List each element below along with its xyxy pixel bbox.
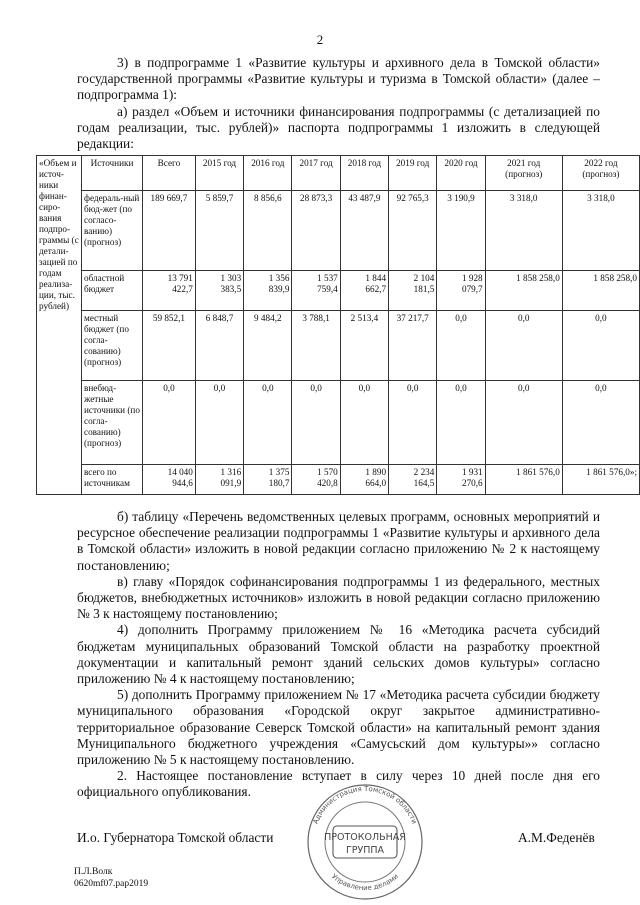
table-cell: 3 318,0: [562, 191, 639, 271]
table-cell: 5 859,7: [195, 191, 243, 271]
item-4: 4) дополнить Программу приложением № 16 «Методика расчета субсидий бюджетам муниципальных образований Томской области на разработку проектной документации и капитальный ремонт зданий сельских домов культуры» согласно приложению № 4 к настоящему постановлению;: [77, 622, 600, 687]
table-cell: 3 190,9: [437, 191, 485, 271]
table-source: федераль-ный бюд-жет (по согласо-ванию) (прогноз): [82, 191, 143, 271]
table-cell: 0,0: [195, 381, 243, 465]
table-source: всего по источникам: [82, 465, 143, 495]
table-header: 2022 год (прогноз): [562, 156, 639, 191]
table-cell: 1 858 258,0: [562, 271, 639, 311]
table-cell: 6 848,7: [195, 311, 243, 381]
table-cell: 1 858 258,0: [485, 271, 562, 311]
table-cell: 1 375 180,7: [244, 465, 292, 495]
table-cell: 1 537 759,4: [292, 271, 340, 311]
table-header: Источники: [82, 156, 143, 191]
table-row: [37, 465, 640, 495]
table-header: 2021 год (прогноз): [485, 156, 562, 191]
table-header: 2016 год: [244, 156, 292, 191]
table-cell: 1 861 576,0: [485, 465, 562, 495]
table-cell: 1 844 662,7: [340, 271, 388, 311]
table-cell: 3 788,1: [292, 311, 340, 381]
table-cell: 0,0: [340, 381, 388, 465]
table-cell: 1 861 576,0»;: [562, 465, 639, 495]
table-header: 2015 год: [195, 156, 243, 191]
table-source: областной бюджет: [82, 271, 143, 311]
stamp-line-2: ГРУППА: [345, 845, 385, 856]
table-cell: 0,0: [437, 381, 485, 465]
table-header: 2020 год: [437, 156, 485, 191]
items-block: [77, 509, 600, 801]
table-cell: 0,0: [437, 311, 485, 381]
table-cell: 0,0: [389, 381, 437, 465]
intro-paragraph-2: а) раздел «Объем и источники финансирования подпрограммы (с детализацией по годам реализации, тыс. рублей)» паспорта подпрограммы 1 изложить в следующей редакции:: [77, 103, 600, 152]
table-cell: 1 931 270,6: [437, 465, 485, 495]
table-cell: 9 484,2: [244, 311, 292, 381]
table-row: [37, 191, 640, 271]
signature-name: А.М.Феденёв: [518, 830, 595, 845]
item-5: 5) дополнить Программу приложением № 17 «Методика расчета субсидии бюджету муниципального образования «Городской округ закрытое административно-территориальное образование Северск Томской области» на капитальный ремонт здания Муниципального бюджетного учреждения «Самусьский дом культуры»» согласно приложению № 5 к настоящему постановлению.: [77, 687, 600, 768]
table-cell: 37 217,7: [389, 311, 437, 381]
table-cell: 92 765,3: [389, 191, 437, 271]
table-cell: 0,0: [562, 311, 639, 381]
table-source: внебюд-жетные источники (по согла-сованию) (прогноз): [82, 381, 143, 465]
table-cell: 28 873,3: [292, 191, 340, 271]
table-cell: 1 316 091,9: [195, 465, 243, 495]
table-header: Всего: [143, 156, 196, 191]
intro-block: [77, 55, 600, 152]
table-cell: 59 852,1: [143, 311, 196, 381]
table-header: 2018 год: [340, 156, 388, 191]
table-cell: 2 513,4: [340, 311, 388, 381]
footer-code: 0620mf07.pap2019: [74, 879, 149, 889]
funding-table: [36, 155, 640, 495]
item-b: б) таблицу «Перечень ведомственных целевых программ, основных мероприятий и ресурсное обеспечение реализации подпрограммы 1 «Развитие культуры и архивного дела в Томской области» изложить в новой редакции согласно приложению № 2 к настоящему постановлению;: [77, 509, 600, 573]
table-cell: 13 791 422,7: [143, 271, 196, 311]
item-2-main: 2. Настоящее постановление вступает в силу через 10 дней после дня его официального опубликования.: [77, 768, 600, 800]
official-stamp: [300, 782, 430, 900]
table-cell: 1 570 420,8: [292, 465, 340, 495]
table-source: местный бюджет (по согла-сованию) (прогноз): [82, 311, 143, 381]
table-cell: 0,0: [562, 381, 639, 465]
footer-author: П.Л.Волк: [74, 867, 113, 877]
table-row: [37, 271, 640, 311]
stamp-bottom-text: Управление делами: [329, 872, 401, 893]
table-cell: 43 487,9: [340, 191, 388, 271]
table-cell: 8 856,6: [244, 191, 292, 271]
signature-position: И.о. Губернатора Томской области: [77, 830, 274, 845]
table-first-column: «Объем и источ-ники финан-сиро-вания подпро-граммы (с детали-зацией по годам реализа-ции, тыс. рублей): [37, 156, 82, 495]
table-header: 2017 год: [292, 156, 340, 191]
stamp-line-1: ПРОТОКОЛЬНАЯ: [324, 832, 406, 843]
table-cell: 3 318,0: [485, 191, 562, 271]
table-cell: 1 890 664,0: [340, 465, 388, 495]
table-header: 2019 год: [389, 156, 437, 191]
intro-paragraph-1: 3) в подпрограмме 1 «Развитие культуры и архивного дела в Томской области» государственной программы «Развитие культуры и туризма в Томской области» (далее – подпрограмма 1):: [77, 55, 600, 103]
table-cell: 1 356 839,9: [244, 271, 292, 311]
table-cell: 1 928 079,7: [437, 271, 485, 311]
table-cell: 0,0: [485, 311, 562, 381]
item-v: в) главу «Порядок софинансирования подпрограммы 1 из федерального, местных бюджетов, внебюджетных источников» изложить в новой редакции согласно приложению № 3 к настоящему постановлению;: [77, 573, 600, 622]
page-number: 2: [316, 32, 324, 47]
table-cell: 14 040 944,6: [143, 465, 196, 495]
stamp-top-text: Администрация Томской области: [311, 784, 419, 826]
table-cell: 0,0: [244, 381, 292, 465]
table-cell: 1 303 383,5: [195, 271, 243, 311]
table-row: [37, 381, 640, 465]
table-cell: 0,0: [143, 381, 196, 465]
table-cell: 0,0: [485, 381, 562, 465]
table-cell: 0,0: [292, 381, 340, 465]
table-cell: 2 104 181,5: [389, 271, 437, 311]
table-cell: 189 669,7: [143, 191, 196, 271]
table-cell: 2 234 164,5: [389, 465, 437, 495]
table-row: [37, 311, 640, 381]
